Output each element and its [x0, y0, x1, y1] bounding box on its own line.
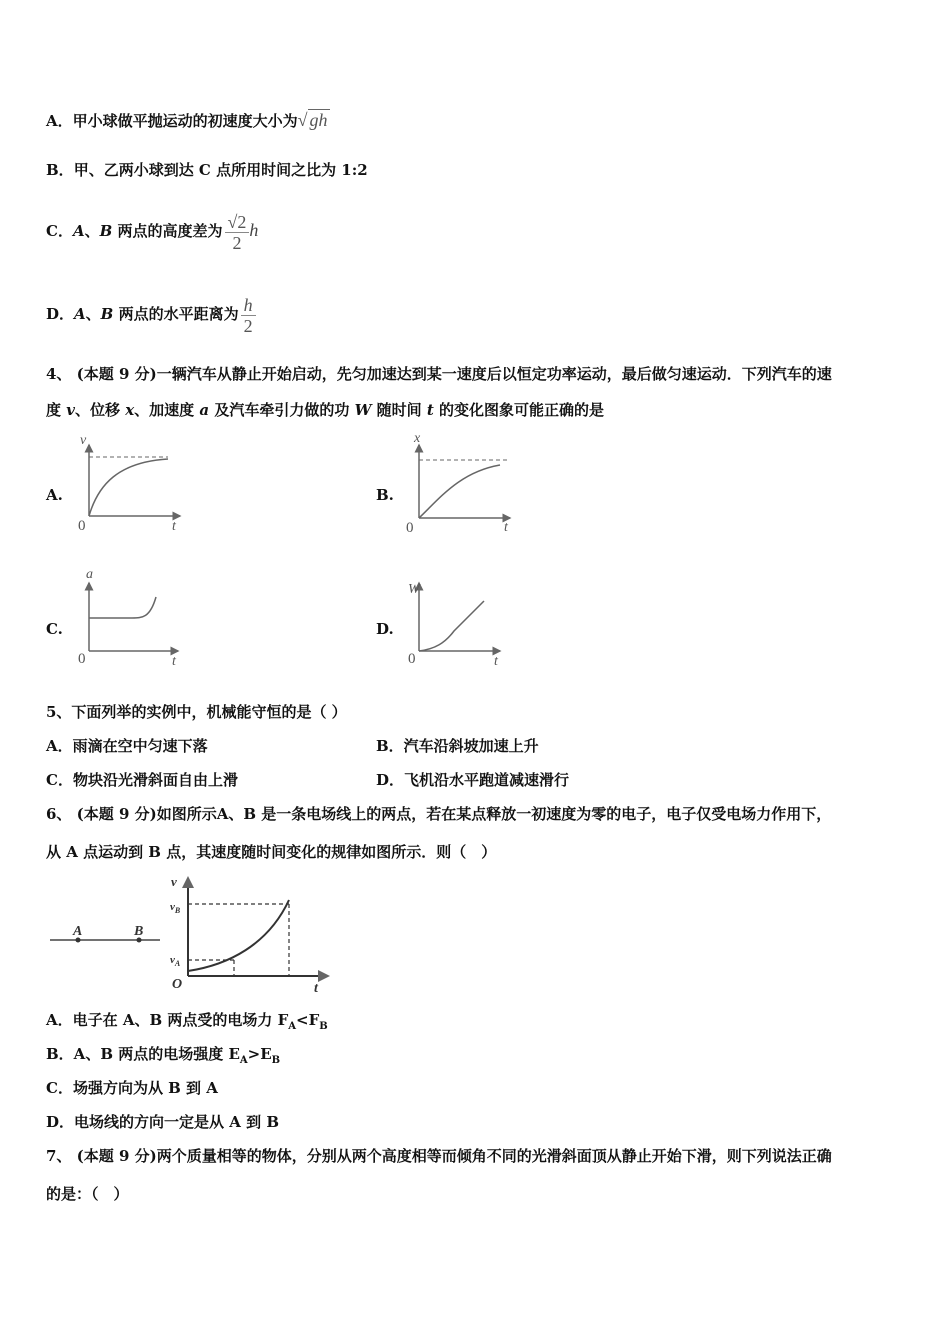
curve	[89, 597, 156, 618]
curve	[419, 465, 500, 518]
q4-option-d-label: D.	[376, 620, 394, 638]
sqrt-expression: √ gh	[297, 110, 328, 130]
q3-option-b: B．甲、乙两小球到达 C 点所用时间之比为 1:2	[46, 161, 368, 179]
point-a-label: A	[73, 924, 83, 939]
q4-option-b-label: B.	[376, 486, 394, 504]
va-label: $v_A$	[170, 954, 181, 968]
q6-stem-line2: 从 A 点运动到 B 点，其速度随时间变化的规律如图所示．则（ ）	[46, 843, 497, 861]
vt-graph	[168, 870, 338, 995]
q3-option-a: A．甲小球做平抛运动的初速度大小为√ gh	[46, 110, 328, 130]
x-label: t	[314, 981, 318, 996]
origin: 0	[408, 651, 416, 667]
q4-option-a-label: A.	[46, 486, 63, 504]
x-label: t	[504, 520, 508, 535]
y-label: W	[408, 582, 420, 597]
graph-c	[70, 565, 190, 670]
fraction: $\frac{h}{2}$	[241, 295, 256, 336]
q5-option-d: D．飞机沿水平跑道减速滑行	[376, 771, 570, 789]
field-line-figure	[48, 920, 163, 950]
y-label: v	[80, 433, 87, 448]
q5-stem: 5、下面列举的实例中，机械能守恒的是（ ）	[46, 703, 347, 721]
y-label: x	[414, 431, 421, 446]
q5-option-a: A．雨滴在空中匀速下落	[46, 737, 208, 755]
q3-option-c: C．A、B 两点的高度差为 $\frac{√2}{2}$ h	[46, 211, 259, 253]
y-label: a	[86, 567, 93, 582]
point-b-label: B	[134, 924, 144, 939]
x-label: t	[172, 654, 176, 669]
q7-stem-line1: 7、 (本题 9 分)两个质量相等的物体，分别从两个高度相等而倾角不同的光滑斜面顶从静止开始下滑，则下列说法正确	[46, 1147, 832, 1165]
x-label: t	[172, 519, 176, 534]
x-label: t	[494, 654, 498, 669]
q5-option-b: B．汽车沿斜坡加速上升	[376, 737, 539, 755]
graph-a	[70, 430, 190, 535]
q7-stem-line2: 的是：（ ）	[46, 1185, 129, 1203]
q6-option-a: A．电子在 A、B 两点受的电场力 $F_A<F_B$	[46, 1011, 328, 1032]
curve	[89, 459, 168, 516]
curve	[419, 601, 484, 651]
q4-stem-line1: 4、 (本题 9 分)一辆汽车从静止开始启动，先匀加速达到某一速度后以恒定功率运动，最后做匀速运动．下列汽车的速	[46, 365, 832, 383]
q3-option-d: D．A、B 两点的水平距离为 $\frac{h}{2}$	[46, 280, 256, 348]
origin: 0	[78, 651, 86, 667]
q6-option-c: C．场强方向为从 B 到 A	[46, 1079, 218, 1097]
vb-label: $v_B$	[170, 901, 181, 915]
q6-option-b: B．A、B 两点的电场强度 $E_A>E_B$	[46, 1045, 281, 1066]
q6-stem-line1: 6、 (本题 9 分)如图所示A、B 是一条电场线上的两点，若在某点释放一初速度为零的电子，电子仅受电场力作用下，	[46, 805, 832, 823]
graph-d	[400, 565, 520, 670]
q4-stem-line2: 度 v、位移 x、加速度 a 及汽车牵引力做的功 W 随时间 t 的变化图象可能正确的是	[46, 401, 605, 419]
q4-option-c-label: C.	[46, 620, 63, 638]
origin: 0	[406, 520, 414, 536]
y-label: v	[171, 874, 177, 889]
origin: O	[172, 977, 183, 992]
q5-option-c: C．物块沿光滑斜面自由上滑	[46, 771, 238, 789]
origin: 0	[78, 518, 86, 534]
q6-option-d: D．电场线的方向一定是从 A 到 B	[46, 1113, 279, 1131]
fraction: $\frac{√2}{2}$	[225, 212, 250, 253]
graph-b	[400, 430, 520, 535]
